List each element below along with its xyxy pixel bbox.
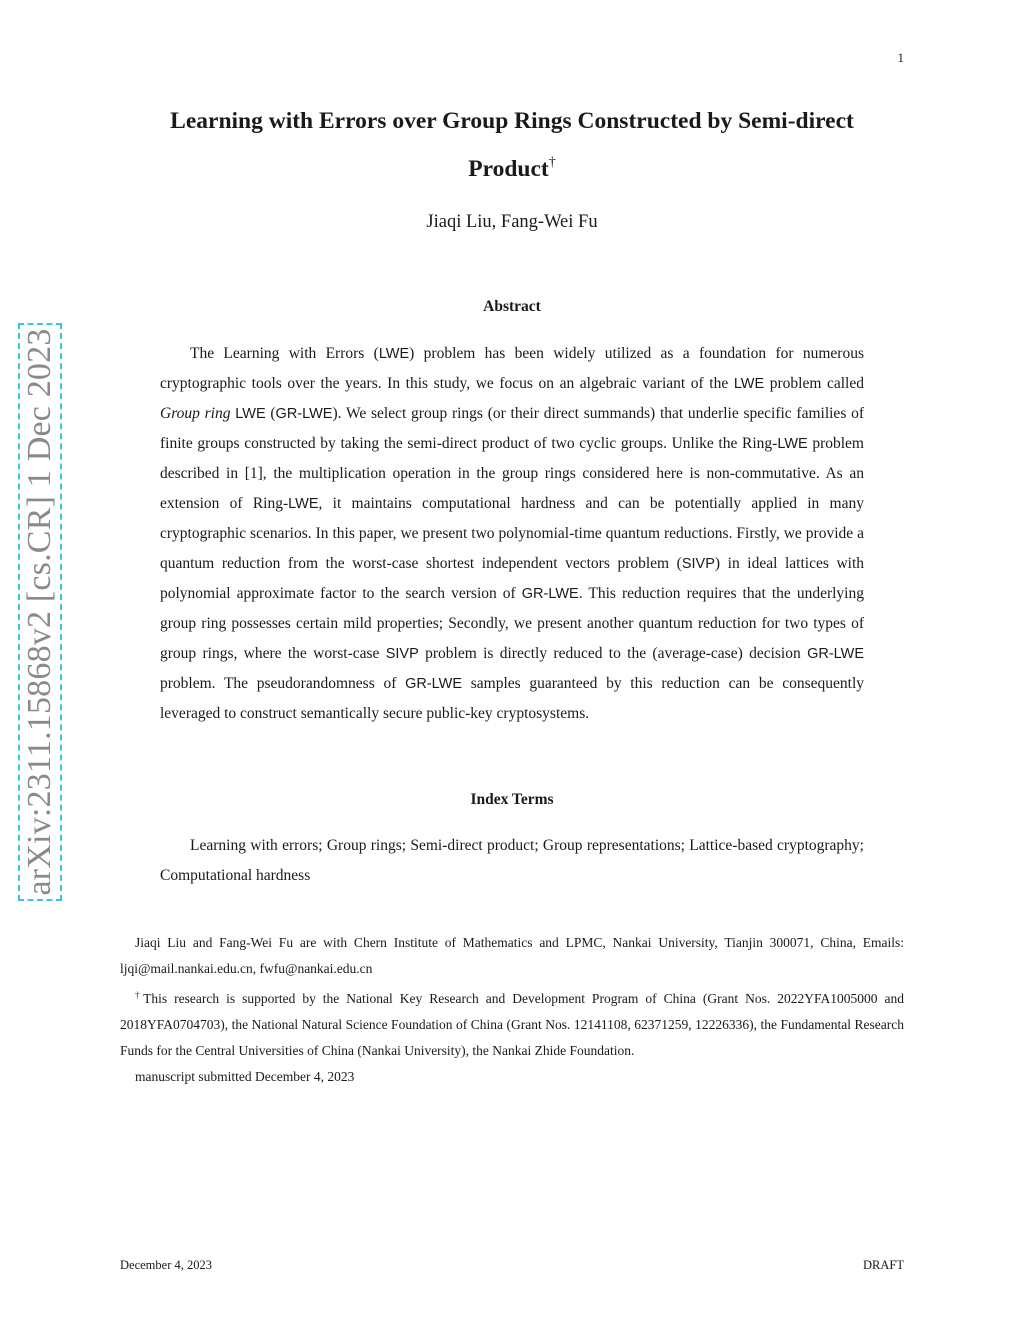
paper-title: [150, 100, 874, 190]
title-dagger: †: [548, 155, 556, 170]
footer-status: DRAFT: [863, 1258, 904, 1272]
group-ring-emphasis: Group ring: [160, 405, 231, 422]
footnotes: [120, 930, 904, 1090]
index-terms-body: Learning with errors; Group rings; Semi-direct product; Group representations; Lattice-based cryptography; Computational hardness: [160, 837, 864, 884]
page-number: 1: [897, 50, 904, 65]
abstract-body: The Learning with Errors (LWE) problem has been widely utilized as a foundation for numerous cryptographic tools over the years. In this study, we focus on an algebraic variant of the LWE problem called Group ring LWE (GR-LWE). We select group rings (or their direct summands) that underlie specific families of finite groups constructed by taking the semi-direct product of two cyclic groups. Unlike the Ring-LWE problem described in [1], the multiplication operation in the group rings considered here is non-commutative. As an extension of Ring-LWE, it maintains computational hardness and can be potentially applied in many cryptographic scenarios. In this paper, we present two polynomial-time quantum reductions. Firstly, we provide a quantum reduction from the worst-case shortest independent vectors problem (SIVP) in ideal lattices with polynomial approximate factor to the search version of GR-LWE. This reduction requires that the underlying group ring possesses certain mild properties; Secondly, we present another quantum reduction for two types of group rings, where the worst-case SIVP problem is directly reduced to the (average-case) decision GR-LWE problem. The pseudorandomness of GR-LWE samples guaranteed by this reduction can be consequently leveraged to construct semantically secure public-key cryptosystems.: [160, 345, 865, 722]
title-text: Learning with Errors over Group Rings Constructed by Semi-direct Product: [170, 108, 854, 182]
funding-dagger: †: [135, 990, 144, 1000]
funding-footnote: †This research is supported by the National Key Research and Development Program of China (Grant Nos. 2022YFA1005000 and 2018YFA0704703), the National Natural Science Foundation of China (Grant Nos. 12141108, 62371259, 12226336), the Fundamental Research Funds for the Central Universities of China (Nankai University), the Nankai Zhide Foundation.: [120, 990, 904, 1058]
arxiv-identifier: arXiv:2311.15868v2 [cs.CR] 1 Dec 2023: [21, 328, 58, 896]
abstract-heading: Abstract: [483, 298, 541, 315]
footer-date: December 4, 2023: [120, 1258, 212, 1272]
submission-note: manuscript submitted December 4, 2023: [135, 1069, 355, 1084]
affiliation-footnote: Jiaqi Liu and Fang-Wei Fu are with Chern Institute of Mathematics and LPMC, Nankai University, Tianjin 300071, China, Emails: ljqi@mail.nankai.edu.cn, fwfu@nankai.edu.cn: [120, 935, 904, 976]
authors: Jiaqi Liu, Fang-Wei Fu: [426, 212, 598, 232]
arxiv-stamp: [18, 323, 62, 901]
index-terms-heading: Index Terms: [470, 791, 554, 808]
